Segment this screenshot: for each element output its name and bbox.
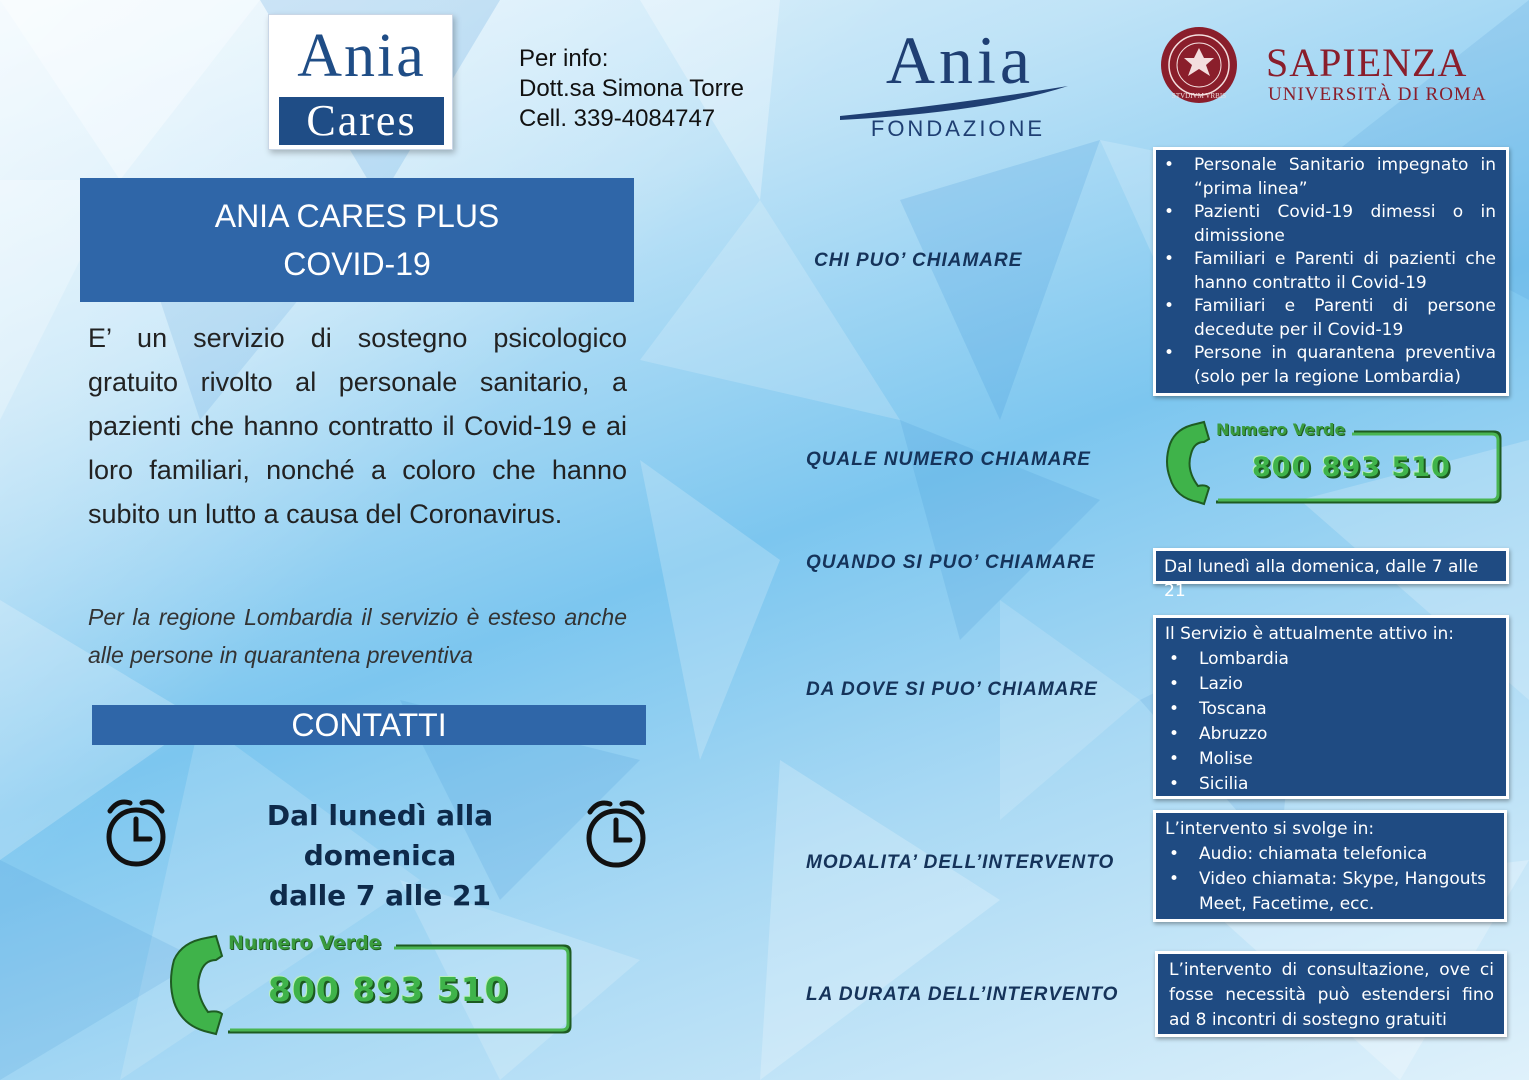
title-line1: ANIA CARES PLUS xyxy=(214,198,500,234)
list-item: • Pazienti Covid-19 dimessi o in dimissione xyxy=(1160,201,1496,248)
regions-list xyxy=(1165,647,1496,797)
fondazione-logo-ania: Ania xyxy=(885,22,1035,98)
contact-hours-line1: Dal lunedì alla domenica xyxy=(266,799,494,872)
ania-cares-logo xyxy=(268,14,453,150)
ania-cares-logo-band xyxy=(279,97,444,145)
info-block xyxy=(519,44,744,134)
label-da-dove: DA DOVE SI PUO’ CHIAMARE xyxy=(806,679,1098,700)
ania-fondazione-logo xyxy=(838,20,1074,150)
list-item: • Video chiamata: Skype, Hangouts Meet, Facetime, ecc. xyxy=(1165,867,1494,917)
numero-verde-label: Numero Verde xyxy=(1216,420,1346,439)
contacts-heading: CONTATTI xyxy=(92,705,646,745)
title-line2: COVID-19 xyxy=(283,246,431,282)
modalita-list xyxy=(1165,842,1494,917)
info-phone: Cell. 339-4084747 xyxy=(519,105,716,132)
list-item: • Lazio xyxy=(1165,672,1496,697)
list-item: • Molise xyxy=(1165,747,1496,772)
modalita-intro: L’intervento si svolge in: xyxy=(1165,819,1375,839)
service-description: E’ un servizio di sostegno psicologico gratuito rivolto al personale sanitario, a pazienti che hanno contratto il Covid-19 e ai loro familiari, nonché a coloro che hanno subito un lutto a causa del Coronavirus. xyxy=(88,323,627,529)
panel-chi-puo-chiamare xyxy=(1153,147,1509,396)
contact-hours xyxy=(190,796,570,916)
list-item: • Personale Sanitario impegnato in “prima linea” xyxy=(1160,154,1496,201)
info-contact-name: Dott.sa Simona Torre xyxy=(519,75,744,102)
alarm-clock-icon xyxy=(584,798,648,870)
info-heading: Per info: xyxy=(519,45,609,72)
list-item: • Familiari e Parenti di pazienti che hanno contratto il Covid-19 xyxy=(1160,248,1496,295)
list-item: • Persone in quarantena preventiva (solo per la regione Lombardia) xyxy=(1160,342,1496,389)
ania-cares-logo-ania: Ania xyxy=(297,22,426,90)
alarm-clock-icon xyxy=(104,797,168,869)
panel-modalita xyxy=(1153,810,1507,922)
list-item: • Familiari e Parenti di persone decedute per il Covid-19 xyxy=(1160,295,1496,342)
numero-verde-badge-small xyxy=(1164,418,1506,506)
label-durata: LA DURATA DELL’INTERVENTO xyxy=(806,984,1119,1005)
sapienza-seal-text: STVDIVM VRBIS xyxy=(1171,92,1227,100)
sapienza-seal-icon xyxy=(1160,26,1238,104)
durata-text: L’intervento di consultazione, ove ci fosse necessità può estendersi fino ad 8 incontri di sostegno gratuiti xyxy=(1169,960,1494,1030)
label-quale-numero: QUALE NUMERO CHIAMARE xyxy=(806,449,1091,470)
numero-verde-badge xyxy=(168,930,578,1036)
dove-intro: Il Servizio è attualmente attivo in: xyxy=(1165,624,1455,644)
label-chi-puo-chiamare: CHI PUO’ CHIAMARE xyxy=(814,250,1023,271)
list-item: • Audio: chiamata telefonica xyxy=(1165,842,1494,867)
list-item: • Abruzzo xyxy=(1165,722,1496,747)
list-item: • Lombardia xyxy=(1165,647,1496,672)
numero-verde-number: 800 893 510 xyxy=(1252,452,1451,483)
label-quando: QUANDO SI PUO’ CHIAMARE xyxy=(806,552,1096,573)
sapienza-subtitle: UNIVERSITÀ DI ROMA xyxy=(1268,84,1487,105)
sapienza-name: SAPIENZA xyxy=(1266,40,1468,85)
chi-list xyxy=(1160,154,1496,389)
fondazione-logo-subtitle: FONDAZIONE xyxy=(870,116,1046,141)
panel-da-dove xyxy=(1153,615,1509,799)
page-title xyxy=(80,178,634,302)
contact-hours-line2: dalle 7 alle 21 xyxy=(269,879,491,912)
label-modalita: MODALITA’ DELL’INTERVENTO xyxy=(806,852,1115,873)
list-item: • Toscana xyxy=(1165,697,1496,722)
service-note: Per la regione Lombardia il servizio è esteso anche alle persone in quarantena preventiva xyxy=(88,604,627,668)
quando-text: Dal lunedì alla domenica, dalle 7 alle 21 xyxy=(1164,557,1479,601)
list-item: • Sicilia xyxy=(1165,772,1496,797)
numero-verde-number: 800 893 510 xyxy=(268,970,509,1009)
panel-quando xyxy=(1153,548,1509,601)
numero-verde-label: Numero Verde xyxy=(228,932,382,954)
panel-durata xyxy=(1155,951,1507,1037)
ania-cares-logo-cares: Cares xyxy=(306,96,417,145)
